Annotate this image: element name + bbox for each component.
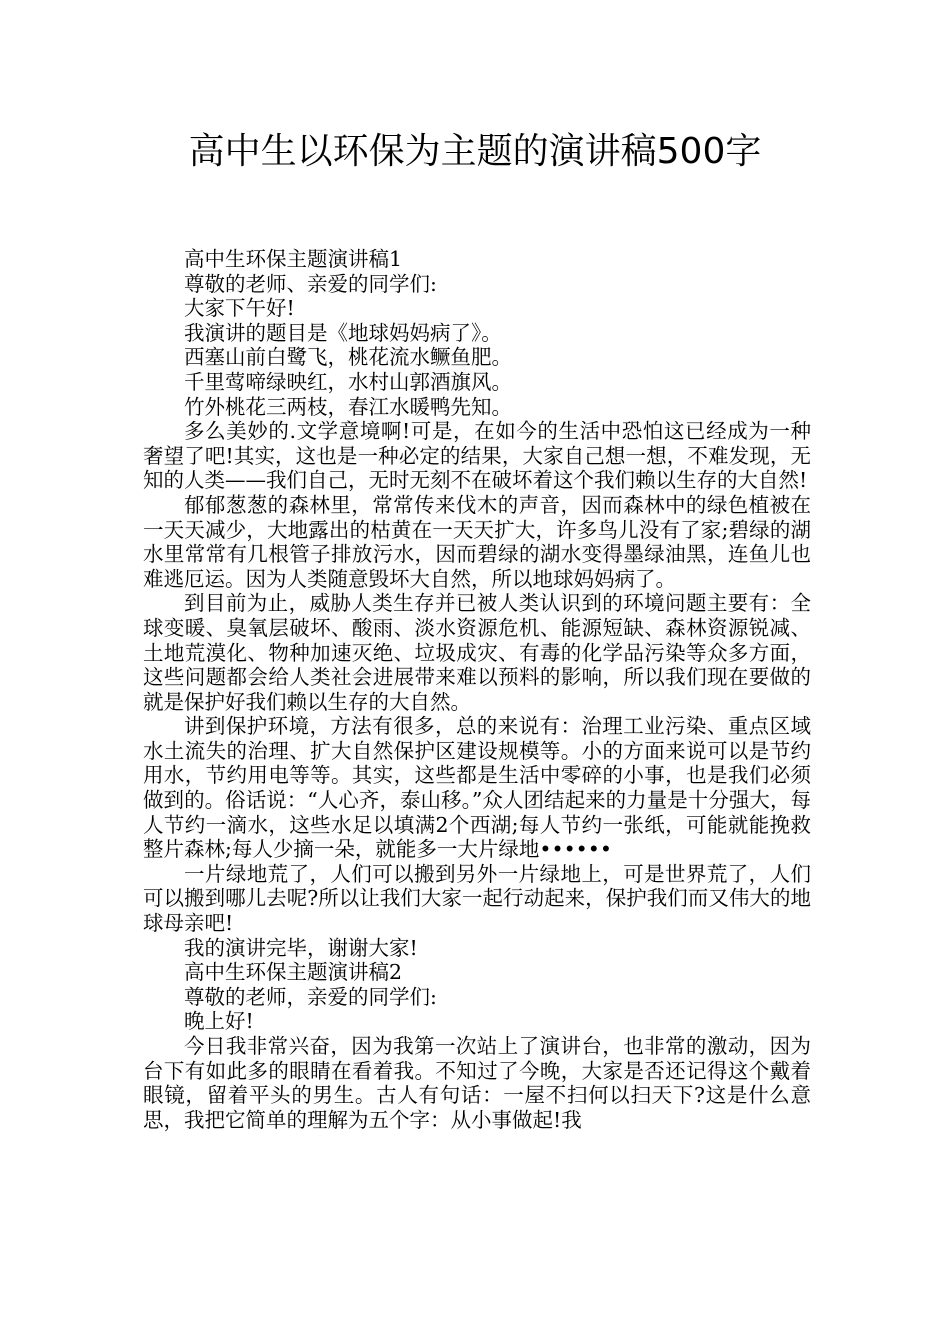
body-paragraph: 郁郁葱葱的森林里，常常传来伐木的声音，因而森林中的绿色植被在一天天减少，大地露出的枯黄在一天天扩大，许多鸟儿没有了家;碧绿的湖水里常常有几根管子排放污水，因而碧绿的湖水变得墨绿油黑，连鱼儿也难逃厄运。因为人类随意毁坏大自然，所以地球妈妈病了。 [143, 492, 811, 591]
greeting: 大家下午好! [184, 296, 295, 321]
salutation: 尊敬的老师，亲爱的同学们: [184, 984, 437, 1009]
body-paragraph: 到目前为止，威胁人类生存并已被人类认识到的环境问题主要有：全球变暖、臭氧层破坏、酸雨、淡水资源危机、能源短缺、森林资源锐减、土地荒漠化、物种加速灭绝、垃圾成灾、有毒的化学品污染等众多方面，这些问题都会给人类社会进展带来难以预料的影响，所以我们现在要做的就是保护好我们赖以生存的大自然。 [143, 591, 811, 714]
greeting: 晚上好! [184, 1009, 254, 1034]
poem-line: 千里莺啼绿映红，水村山郭酒旗风。 [184, 369, 512, 394]
speech-topic: 我演讲的题目是《地球妈妈病了》。 [184, 320, 502, 345]
closing-line: 我的演讲完毕，谢谢大家! [184, 935, 418, 960]
poem-line: 竹外桃花三两枝，春江水暖鸭先知。 [184, 394, 512, 419]
body-paragraph: 今日我非常兴奋，因为我第一次站上了演讲台，也非常的激动，因为台下有如此多的眼睛在看着我。不知过了今晚，大家是否还记得这个戴着眼镜，留着平头的男生。古人有句话：一屋不扫何以扫天下?这是什么意思，我把它简单的理解为五个字：从小事做起!我 [143, 1034, 811, 1132]
document-body [143, 247, 811, 1132]
body-paragraph: 讲到保护环境，方法有很多，总的来说有：治理工业污染、重点区域水土流失的治理、扩大自然保护区建设规模等。小的方面来说可以是节约用水，节约用电等等。其实，这些都是生活中零碎的小事，也是我们必须做到的。俗话说：“人心齐，泰山移。”众人团结起来的力量是十分强大，每人节约一滴水，这些水足以填满2个西湖;每人节约一张纸，可能就能挽救整片森林;每人少摘一朵，就能多一大片绿地•••••• [143, 714, 811, 862]
section-heading-2: 高中生环保主题演讲稿2 [184, 960, 403, 985]
document-title: 高中生以环保为主题的演讲稿500字 [188, 131, 762, 172]
salutation: 尊敬的老师、亲爱的同学们: [184, 271, 437, 296]
section-heading-1: 高中生环保主题演讲稿1 [184, 247, 403, 271]
poem-line: 西塞山前白鹭飞，桃花流水鳜鱼肥。 [184, 345, 512, 370]
body-paragraph: 多么美妙的.文学意境啊!可是，在如今的生活中恐怕这已经成为一种奢望了吧!其实，这也是一种必定的结果，大家自己想一想，不难发现，无知的人类——我们自己，无时无刻不在破坏着这个我们赖以生存的大自然! [143, 419, 811, 493]
body-paragraph: 一片绿地荒了，人们可以搬到另外一片绿地上，可是世界荒了，人们可以搬到哪儿去呢?所以让我们大家一起行动起来，保护我们而又伟大的地球母亲吧! [143, 861, 811, 936]
